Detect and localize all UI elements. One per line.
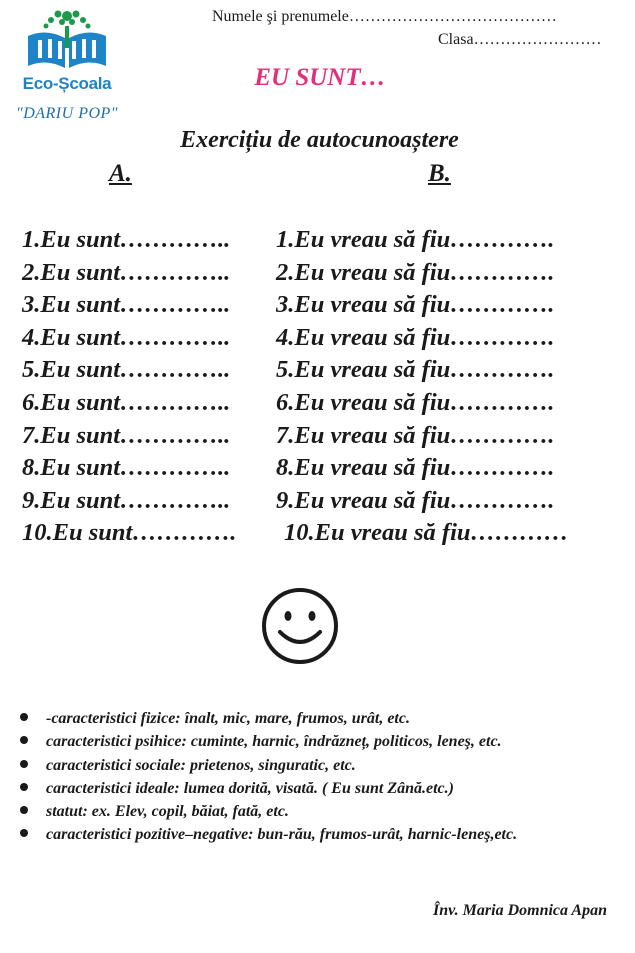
exercise-subtitle-text: Exercițiu de autocunoaștere (180, 127, 459, 153)
exercise-row (22, 422, 622, 455)
exercise-row (22, 226, 622, 259)
exercise-row (22, 324, 622, 357)
list-item (18, 757, 628, 780)
eu-vreau-field[interactable]: 8.Eu vreau să fiu…………. (276, 454, 555, 482)
eu-sunt-field[interactable]: 8.Eu sunt………….. (22, 454, 231, 482)
eu-sunt-field[interactable]: 5.Eu sunt………….. (22, 356, 231, 384)
exercise-row (22, 487, 622, 520)
class-field[interactable]: Clasa…………………… (438, 31, 602, 48)
logo-school-name: "DARIU POP" (15, 105, 119, 122)
list-item-text: caracteristici sociale: prietenos, singuratic, etc. (46, 756, 356, 774)
list-item (18, 710, 628, 733)
exercise-rows (22, 226, 622, 552)
eu-vreau-field[interactable]: 9.Eu vreau să fiu…………. (276, 486, 555, 514)
column-a-heading: A. (109, 160, 132, 187)
eu-sunt-field[interactable]: 2.Eu sunt………….. (22, 258, 231, 286)
eu-sunt-field[interactable]: 3.Eu sunt………….. (22, 291, 231, 319)
eu-vreau-field[interactable]: 7.Eu vreau să fiu…………. (276, 421, 555, 449)
eu-sunt-field[interactable]: 1.Eu sunt………….. (22, 226, 231, 253)
characteristics-list (18, 710, 628, 850)
list-item (18, 803, 628, 826)
logo-brand-text: Eco-Școala (22, 74, 112, 93)
column-b-heading: B. (428, 160, 451, 187)
list-item-text: -caracteristici fizice: înalt, mic, mare, frumos, urât, etc. (46, 710, 410, 727)
eu-vreau-field[interactable]: 10.Eu vreau să fiu………… (284, 519, 569, 547)
eu-sunt-field[interactable]: 6.Eu sunt………….. (22, 388, 231, 416)
smiley-face-icon (260, 586, 340, 666)
exercise-row (22, 356, 622, 389)
exercise-row (22, 389, 622, 422)
list-item (18, 733, 628, 756)
list-item-text: statut: ex. Elev, copil, băiat, fată, etc. (46, 803, 289, 821)
page-title (0, 64, 635, 92)
name-field[interactable]: Numele şi prenumele………………………………… (212, 8, 557, 25)
page-title-text: EU SUNT… (254, 64, 386, 91)
eu-sunt-field[interactable]: 4.Eu sunt………….. (22, 323, 231, 351)
exercise-row (22, 519, 622, 552)
exercise-row (22, 259, 622, 292)
eu-sunt-field[interactable]: 7.Eu sunt………….. (22, 421, 231, 449)
exercise-row (22, 291, 622, 324)
eu-vreau-field[interactable]: 3.Eu vreau să fiu…………. (276, 291, 555, 319)
bullet-icon (20, 783, 28, 791)
eu-sunt-field[interactable]: 9.Eu sunt………….. (22, 486, 231, 514)
list-item-text: caracteristici ideale: lumea dorită, visată. ( Eu sunt Zână.etc.) (46, 779, 454, 797)
bullet-icon (20, 736, 28, 744)
eu-sunt-field[interactable]: 10.Eu sunt…………. (22, 519, 237, 547)
eu-vreau-field[interactable]: 1.Eu vreau să fiu…………. (276, 226, 555, 253)
eu-vreau-field[interactable]: 2.Eu vreau să fiu…………. (276, 258, 555, 286)
list-item-text: caracteristici pozitive–negative: bun-rău, frumos-urât, harnic-leneş,etc. (46, 826, 518, 844)
author-signature: Înv. Maria Domnica Apan (433, 902, 607, 919)
list-item (18, 780, 628, 803)
eu-vreau-field[interactable]: 6.Eu vreau să fiu…………. (276, 388, 555, 416)
bullet-icon (20, 713, 28, 721)
exercise-subtitle (0, 127, 635, 154)
bullet-icon (20, 760, 28, 768)
eu-vreau-field[interactable]: 4.Eu vreau să fiu…………. (276, 323, 555, 351)
eu-vreau-field[interactable]: 5.Eu vreau să fiu…………. (276, 356, 555, 384)
bullet-icon (20, 806, 28, 814)
bullet-icon (20, 829, 28, 837)
list-item-text: caracteristici psihice: cuminte, harnic, îndrăzneț, politicos, leneş, etc. (46, 733, 502, 751)
list-item (18, 826, 628, 849)
exercise-row (22, 454, 622, 487)
